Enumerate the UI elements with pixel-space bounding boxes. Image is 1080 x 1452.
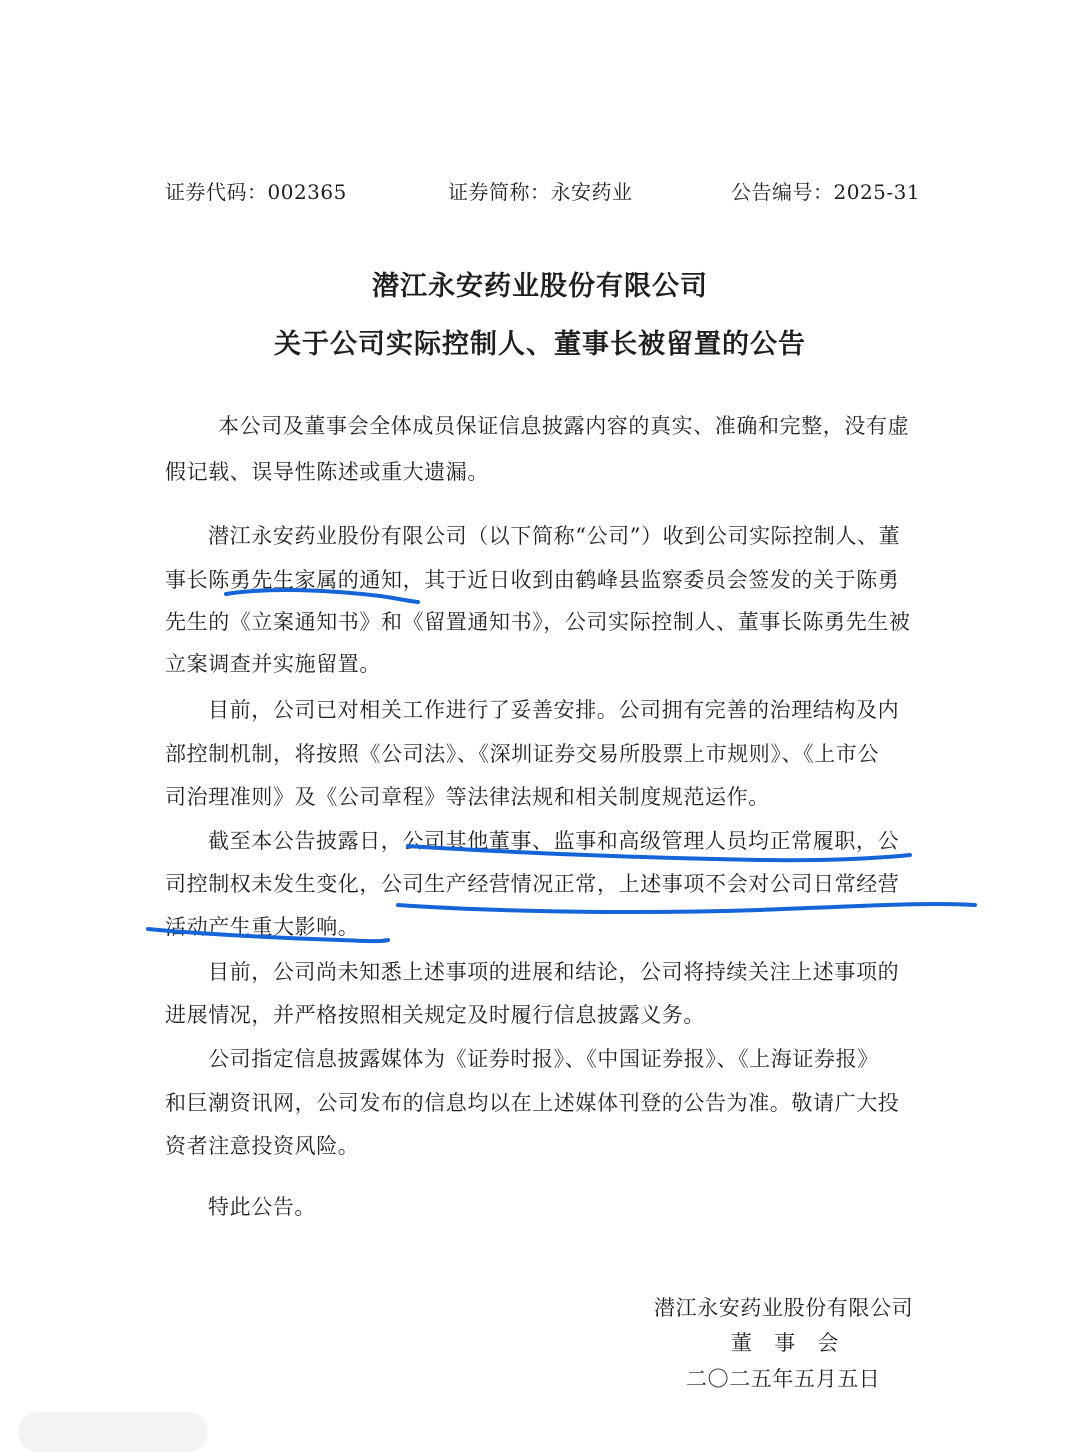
p3-line-3: 活动产生重大影响。 [165, 915, 360, 939]
p3-line-1: 截至本公告披露日，公司其他董事、监事和高级管理人员均正常履职，公 [208, 829, 900, 853]
p1-line-2: 事长陈勇先生家属的通知，其于近日收到由鹤峰县监察委员会签发的关于陈勇 [165, 568, 900, 592]
underline-operations-normal [398, 904, 975, 912]
p2-line-3: 司治理准则》及《公司章程》等法律法规和相关制度规范运作。 [165, 785, 770, 809]
statement-line-1: 本公司及董事会全体成员保证信息披露内容的真实、准确和完整，没有虚 [218, 414, 910, 438]
p5-line-2: 和巨潮资讯网，公司发布的信息均以在上述媒体刊登的公告为准。敬请广大投 [165, 1091, 900, 1115]
p1-line-3: 先生的《立案通知书》和《留置通知书》，公司实际控制人、董事长陈勇先生被 [165, 610, 911, 634]
closing-line: 特此公告。 [208, 1195, 316, 1219]
p5-line-3: 资者注意投资风险。 [165, 1134, 360, 1158]
p1-line-1: 潜江永安药业股份有限公司（以下简称“公司”）收到公司实际控制人、董 [208, 524, 901, 548]
p5-line-1: 公司指定信息披露媒体为《证券时报》、《中国证券报》、《上海证券报》 [208, 1047, 879, 1071]
signature-board: 董 事 会 [731, 1331, 839, 1355]
company-title: 潜江永安药业股份有限公司 [372, 271, 708, 302]
p3-line-2: 司控制权未发生变化，公司生产经营情况正常，上述事项不会对公司日常经营 [165, 872, 900, 896]
signature-date: 二〇二五年五月五日 [686, 1367, 881, 1391]
signature-company: 潜江永安药业股份有限公司 [654, 1296, 914, 1320]
statement-line-2: 假记载、误导性陈述或重大遗漏。 [165, 460, 489, 484]
p2-line-2: 部控制机制，将按照《公司法》、《深圳证券交易所股票上市规则》、《上市公 [165, 742, 879, 766]
stock-abbreviation: 证券简称：永安药业 [448, 180, 633, 204]
p1-line-4: 立案调查并实施留置。 [165, 652, 381, 676]
p2-line-1: 目前，公司已对相关工作进行了妥善安排。公司拥有完善的治理结构及内 [208, 698, 900, 722]
p4-line-2: 进展情况，并严格按照相关规定及时履行信息披露义务。 [165, 1003, 705, 1027]
stock-code: 证券代码：002365 [165, 180, 347, 204]
corner-shadow [18, 1412, 208, 1452]
p4-line-1: 目前，公司尚未知悉上述事项的进展和结论，公司将持续关注上述事项的 [208, 960, 900, 984]
notice-title: 关于公司实际控制人、董事长被留置的公告 [274, 329, 806, 360]
notice-number: 公告编号：2025-31 [731, 180, 921, 204]
